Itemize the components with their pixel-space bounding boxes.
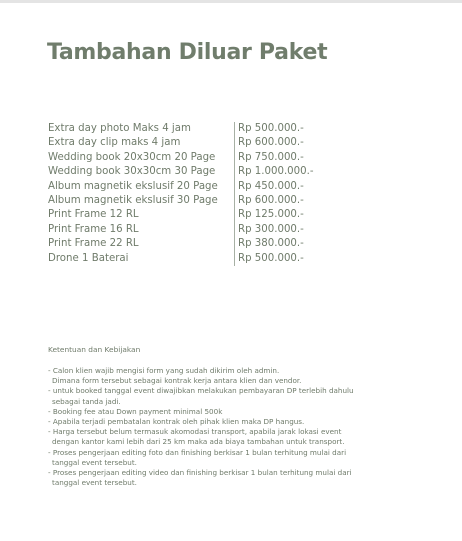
price-row — [48, 223, 348, 237]
column-divider — [234, 151, 235, 165]
policy-item — [48, 417, 428, 427]
column-divider — [234, 237, 235, 251]
policy-item — [48, 366, 428, 386]
price-row — [48, 252, 348, 266]
item-price: Rp 750.000.- — [238, 151, 304, 163]
item-price: Rp 125.000.- — [238, 209, 304, 221]
item-price: Rp 600.000.- — [238, 194, 304, 206]
policy-line: - Harga tersebut belum termasuk akomodasi transport, apabila jarak lokasi event — [48, 427, 342, 437]
item-name: Album magnetik ekslusif 30 Page — [48, 194, 218, 206]
column-divider — [234, 194, 235, 208]
policy-list — [48, 366, 428, 488]
item-price: Rp 600.000.- — [238, 137, 304, 149]
policy-line: - Calon klien wajib mengisi form yang sudah dikirim oleh admin. — [48, 366, 280, 375]
item-name: Extra day photo Maks 4 jam — [48, 123, 191, 134]
column-divider — [234, 208, 235, 222]
policy-line-continued: Dimana form tersebut sebagai kontrak kerja antara klien dan vendor. — [52, 376, 302, 386]
column-divider — [234, 122, 235, 136]
item-name: Extra day clip maks 4 jam — [48, 137, 181, 149]
price-row — [48, 136, 348, 150]
column-divider — [234, 165, 235, 179]
policy-line-continued: dengan kantor kami lebih dari 25 km maka ada biaya tambahan untuk transport. — [52, 437, 345, 447]
policy-line: - untuk booked tanggal event diwajibkan melakukan pembayaran DP terlebih dahulu — [48, 386, 354, 396]
item-name: Drone 1 Baterai — [48, 252, 129, 264]
item-name: Print Frame 22 RL — [48, 238, 139, 250]
price-row — [48, 151, 348, 165]
price-row — [48, 237, 348, 251]
column-divider — [234, 252, 235, 266]
policy-line-continued: sebagai tanda jadi. — [52, 396, 121, 406]
item-name: Print Frame 12 RL — [48, 209, 139, 221]
price-row — [48, 180, 348, 194]
item-price: Rp 500.000.- — [238, 252, 304, 264]
policy-line: - Booking fee atau Down payment minimal 500k — [48, 406, 223, 416]
policy-item — [48, 386, 428, 406]
item-price: Rp 380.000.- — [238, 238, 304, 250]
column-divider — [234, 223, 235, 237]
item-price: Rp 450.000.- — [238, 180, 304, 192]
policy-item — [48, 427, 428, 447]
price-row — [48, 194, 348, 208]
price-row — [48, 122, 348, 136]
price-row — [48, 165, 348, 179]
policy-line: - Proses pengerjaan editing foto dan finishing berkisar 1 bulan terhitung mulai dari — [48, 447, 347, 457]
policy-line-continued: tanggal event tersebut. — [52, 457, 137, 467]
item-price: Rp 300.000.- — [238, 223, 304, 235]
column-divider — [234, 136, 235, 150]
policy-item — [48, 407, 428, 417]
page-title: Tambahan Diluar Paket — [47, 40, 328, 65]
policy-line-continued: tanggal event tersebut. — [52, 478, 137, 488]
item-price: Rp 500.000.- — [238, 123, 304, 134]
item-name: Wedding book 20x30cm 20 Page — [48, 151, 216, 163]
item-price: Rp 1.000.000.- — [238, 166, 314, 178]
policy-item — [48, 448, 428, 468]
policy-heading: Ketentuan dan Kebijakan — [48, 345, 141, 354]
price-list — [48, 122, 348, 266]
item-name: Print Frame 16 RL — [48, 223, 139, 235]
top-divider — [0, 0, 462, 3]
item-name: Wedding book 30x30cm 30 Page — [48, 166, 216, 178]
column-divider — [234, 180, 235, 194]
policy-line: - Apabila terjadi pembatalan kontrak oleh pihak klien maka DP hangus. — [48, 417, 305, 427]
price-row — [48, 208, 348, 222]
policy-item — [48, 468, 428, 488]
policy-line: - Proses pengerjaan editing video dan finishing berkisar 1 bulan terhitung mulai dari — [48, 468, 352, 478]
item-name: Album magnetik ekslusif 20 Page — [48, 180, 218, 192]
